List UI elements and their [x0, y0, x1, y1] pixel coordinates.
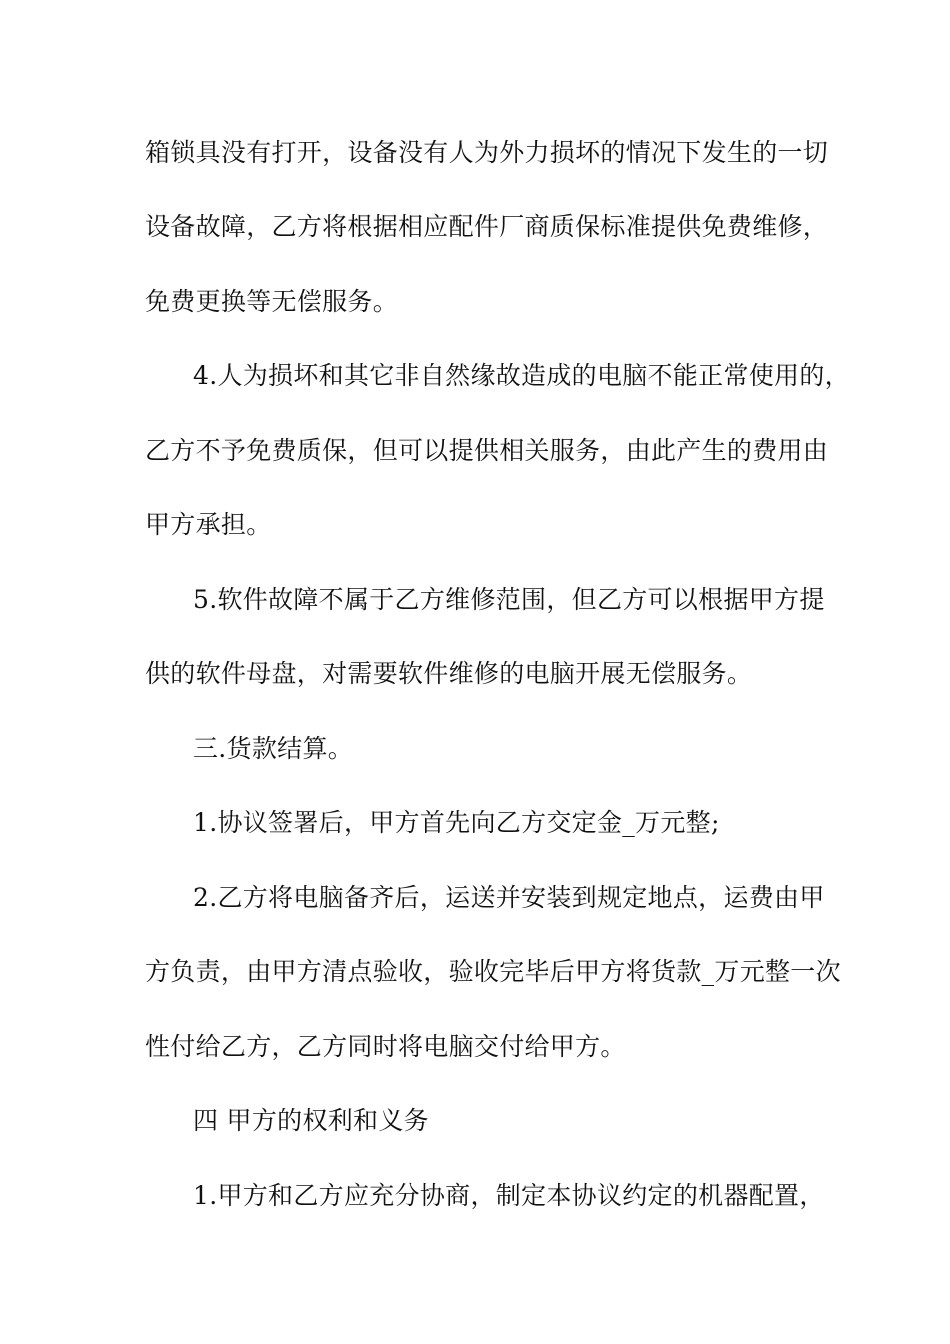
paragraph-start-line: 4.人为损坏和其它非自然缘故造成的电脑不能正常使用的， [193, 361, 850, 390]
section-heading: 四 甲方的权利和义务 [193, 1106, 429, 1135]
text-line: 免费更换等无偿服务。 [145, 287, 399, 316]
text-line: 供的软件母盘，对需要软件维修的电脑开展无偿服务。 [145, 659, 753, 688]
text-line: 箱锁具没有打开，设备没有人为外力损坏的情况下发生的一切 [145, 138, 829, 167]
section-heading: 三.货款结算。 [193, 734, 354, 763]
text-line: 甲方承担。 [145, 510, 272, 539]
paragraph-start-line: 1.协议签署后，甲方首先向乙方交定金_万元整; [193, 808, 720, 837]
text-line: 方负责，由甲方清点验收，验收完毕后甲方将货款_万元整一次 [145, 957, 841, 986]
paragraph-start-line: 1.甲方和乙方应充分协商，制定本协议约定的机器配置， [193, 1181, 825, 1210]
text-line: 乙方不予免费质保，但可以提供相关服务，由此产生的费用由 [145, 436, 829, 465]
text-line: 设备故障，乙方将根据相应配件厂商质保标准提供免费维修， [145, 212, 829, 241]
paragraph-start-line: 2.乙方将电脑备齐后，运送并安装到规定地点，运费由甲 [193, 883, 825, 912]
paragraph-start-line: 5.软件故障不属于乙方维修范围，但乙方可以根据甲方提 [193, 585, 825, 614]
text-line: 性付给乙方，乙方同时将电脑交付给甲方。 [145, 1032, 626, 1061]
